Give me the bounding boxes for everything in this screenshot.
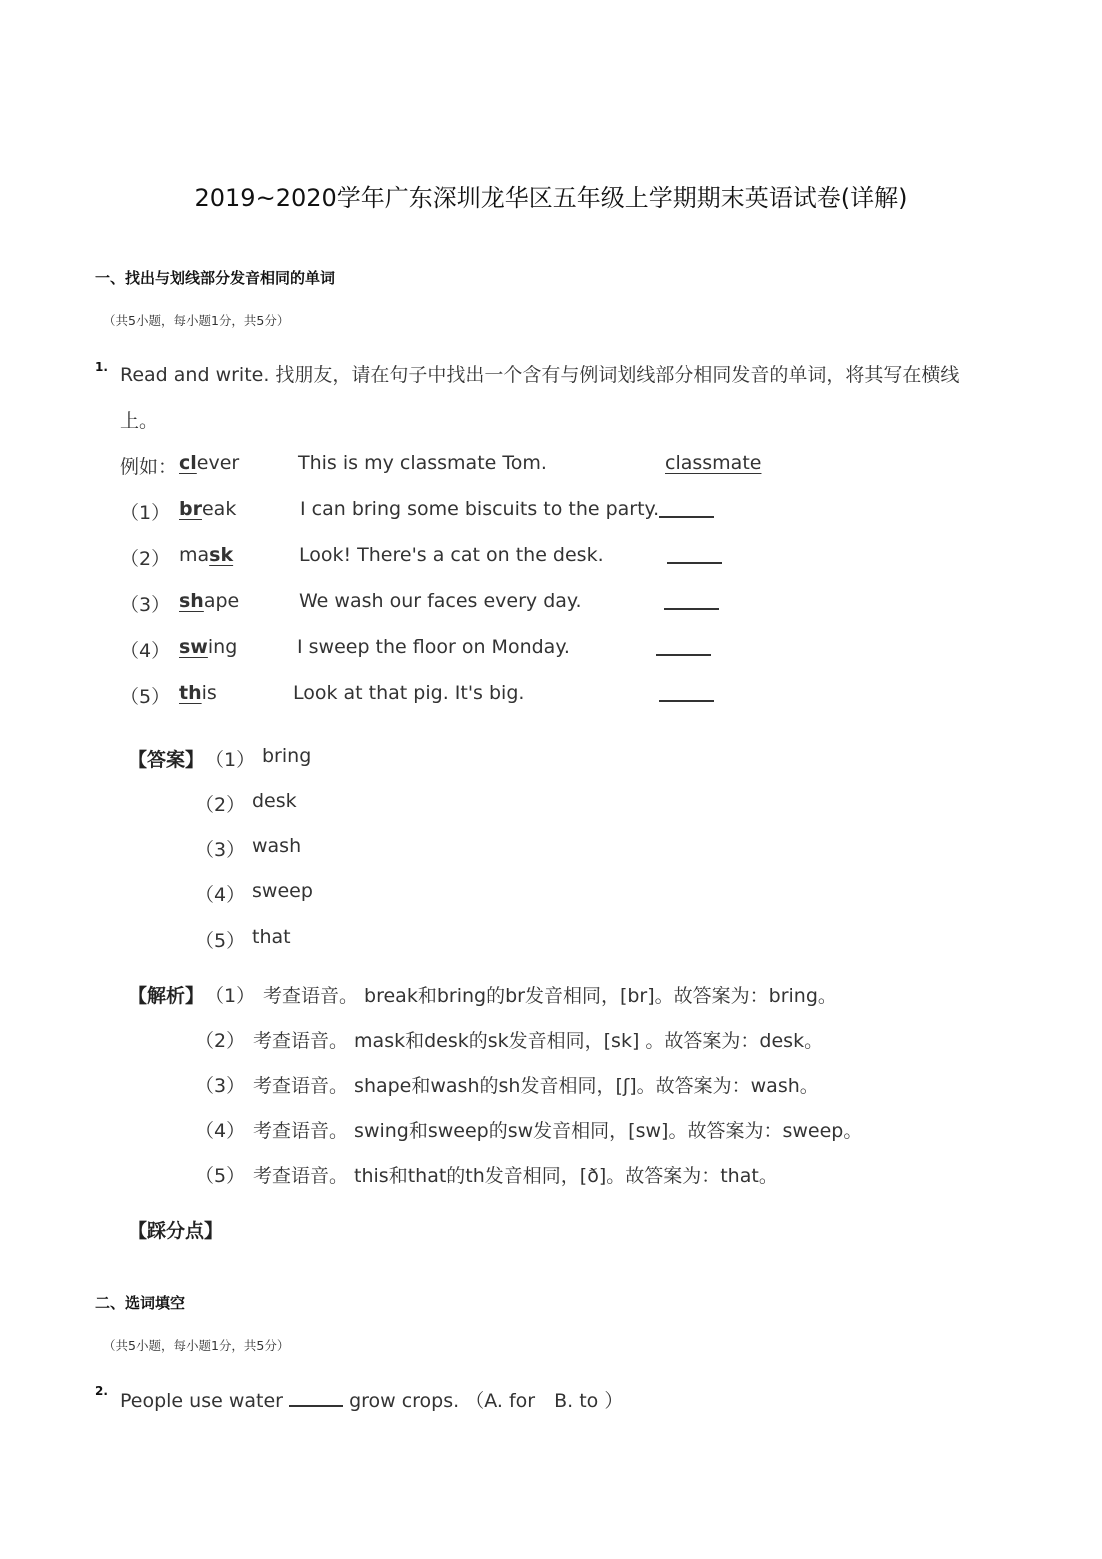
analysis-5-text: 考查语音。 this和that的th发音相同，[ð]。故答案为：that。 xyxy=(253,1165,778,1187)
answer-4-text: sweep xyxy=(252,880,313,902)
item-3-sentence: We wash our faces every day. xyxy=(299,590,582,612)
answer-3-text: wash xyxy=(252,835,302,857)
example-answer: classmate xyxy=(665,452,762,474)
item-5-index: （5） xyxy=(120,686,171,708)
section-2-note: （共5小题，每小题1分，共5分） xyxy=(103,1338,290,1353)
example-word xyxy=(179,452,239,474)
item-2-word: mask xyxy=(179,544,234,566)
question-2-answer-blank[interactable] xyxy=(289,1387,343,1407)
item-3-answer-blank[interactable] xyxy=(664,608,719,610)
answer-label: 【答案】 xyxy=(128,749,205,771)
example-word-rest: ever xyxy=(196,452,240,474)
section-1-heading: 一、找出与划线部分发音相同的单词 xyxy=(95,269,336,287)
analysis-3-index: （3） xyxy=(195,1075,246,1097)
item-4-answer-blank[interactable] xyxy=(656,654,711,656)
answer-5-text: that xyxy=(252,926,291,948)
page-title: 2019~2020学年广东深圳龙华区五年级上学期期末英语试卷(详解) xyxy=(194,184,908,212)
item-3-word: shape xyxy=(179,590,240,612)
section-2-heading: 二、选词填空 xyxy=(95,1294,186,1312)
item-1-word-underlined: br xyxy=(179,498,202,520)
item-1-word: break xyxy=(179,498,237,520)
answer-3-index: （3） xyxy=(195,839,246,861)
section-1-note: （共5小题，每小题1分，共5分） xyxy=(103,313,290,328)
analysis-4-text: 考查语音。 swing和sweep的sw发音相同，[sw]。故答案为：sweep。 xyxy=(253,1120,863,1142)
question-1-line-2: 上。 xyxy=(120,410,159,432)
analysis-label: 【解析】 xyxy=(128,985,205,1007)
analysis-2-text: 考查语音。 mask和desk的sk发音相同，[sk] 。故答案为：desk。 xyxy=(253,1030,824,1052)
example-sentence: This is my classmate Tom. xyxy=(298,452,547,474)
question-2-number: 2. xyxy=(95,1384,108,1398)
example-prefix: 例如： xyxy=(120,456,178,478)
answer-2-text: desk xyxy=(252,790,297,812)
answer-4-index: （4） xyxy=(195,884,246,906)
item-2-index: （2） xyxy=(120,548,171,570)
question-1-line-1: Read and write. 找朋友，请在句子中找出一个含有与例词划线部分相同发音的单词，将其写在横线 xyxy=(120,364,960,386)
item-3-word-underlined: sh xyxy=(179,590,204,612)
item-4-index: （4） xyxy=(120,640,171,662)
scoring-points-label: 【踩分点】 xyxy=(128,1220,224,1242)
item-2-word-underlined: sk xyxy=(209,544,234,566)
item-5-sentence: Look at that pig. It's big. xyxy=(293,682,525,704)
item-1-answer-blank[interactable] xyxy=(659,516,714,518)
question-1-number: 1. xyxy=(95,360,108,374)
item-2-answer-blank[interactable] xyxy=(667,562,722,564)
item-5-answer-blank[interactable] xyxy=(659,700,714,702)
analysis-2-index: （2） xyxy=(195,1030,246,1052)
item-4-word: swing xyxy=(179,636,238,658)
answer-1-text: bring xyxy=(262,745,312,767)
example-word-underlined: cl xyxy=(179,452,197,474)
analysis-1-text: 考查语音。 break和bring的br发音相同，[br]。故答案为：bring。 xyxy=(263,985,837,1007)
item-3-index: （3） xyxy=(120,594,171,616)
item-2-sentence: Look! There's a cat on the desk. xyxy=(299,544,604,566)
question-2-text: People use water grow crops. （A. for B. to ） xyxy=(120,1386,623,1413)
item-1-sentence: I can bring some biscuits to the party. xyxy=(300,498,660,520)
item-5-word-underlined: th xyxy=(179,682,202,704)
item-5-word: this xyxy=(179,682,217,704)
item-4-sentence: I sweep the floor on Monday. xyxy=(297,636,570,658)
analysis-4-index: （4） xyxy=(195,1120,246,1142)
item-1-index: （1） xyxy=(120,502,171,524)
analysis-3-text: 考查语音。 shape和wash的sh发音相同，[ʃ]。故答案为：wash。 xyxy=(253,1075,819,1097)
answer-5-index: （5） xyxy=(195,930,246,952)
answer-2-index: （2） xyxy=(195,794,246,816)
answer-1-index: （1） xyxy=(205,749,256,771)
analysis-1-index: （1） xyxy=(205,985,256,1007)
item-4-word-underlined: sw xyxy=(179,636,208,658)
analysis-5-index: （5） xyxy=(195,1165,246,1187)
